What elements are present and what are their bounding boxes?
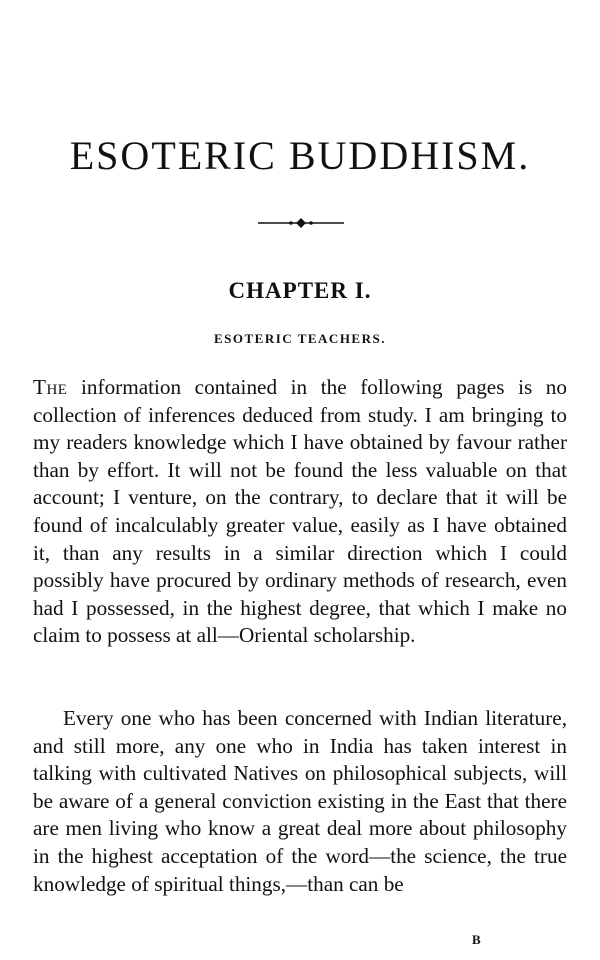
chapter-subtitle: ESOTERIC TEACHERS. xyxy=(214,331,386,346)
paragraph-lead-word: The xyxy=(33,375,68,399)
paragraph-2 xyxy=(33,705,567,898)
chapter-heading: CHAPTER I. xyxy=(228,278,372,303)
paragraph-1-text: information contained in the following pages is no collection of inferences deduced from study. I am bringing to my readers knowledge which I have obtained by favour rather than by effort. It will not be found the less valuable on that account; I venture, on the contrary, to declare that it will be found of incalculably greater value, easily as I have obtained it, than any results in a similar direction which I could possibly have procured by ordinary methods of research, even had I possessed, in the highest degree, that which I make no claim to possess at all—Oriental scholarship. xyxy=(33,375,567,648)
book-title: ESOTERIC BUDDHISM. xyxy=(69,133,531,178)
ornament-divider-icon xyxy=(256,216,346,230)
paragraph-1 xyxy=(33,374,567,650)
signature-mark: B xyxy=(472,932,481,947)
paragraph-2-text: Every one who has been concerned with Indian literature, and still more, any one who in India has taken interest in talking with cultivated Natives on philosophical subjects, will be aware of a general conviction existing in the East that there are men living who know a great deal more about philosophy in the highest acceptation of the word—the science, the true knowledge of spiritual things,—than can be xyxy=(33,706,567,896)
